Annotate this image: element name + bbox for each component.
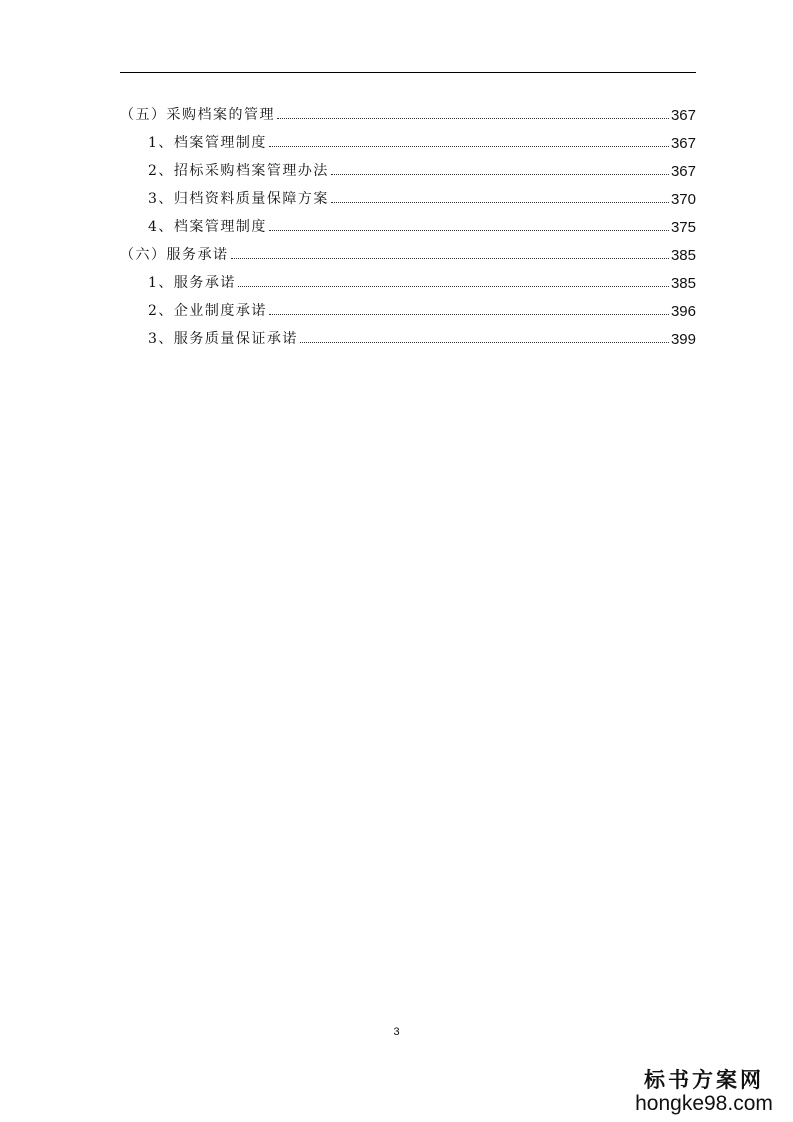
toc-entry-page: 385 xyxy=(670,247,696,264)
dot-leader xyxy=(231,258,669,259)
table-of-contents xyxy=(120,96,696,348)
toc-entry-page: 367 xyxy=(670,107,696,124)
dot-leader xyxy=(300,342,669,343)
toc-entry-page: 399 xyxy=(670,331,696,348)
toc-entry-page: 385 xyxy=(670,275,696,292)
toc-entry-label: （五）采购档案的管理 xyxy=(120,107,275,123)
toc-entry-label: 1、服务承诺 xyxy=(148,275,236,291)
dot-leader xyxy=(269,230,669,231)
toc-entry-section-5[interactable] xyxy=(120,96,696,124)
toc-entry-archive-quality-plan[interactable] xyxy=(120,180,696,208)
dot-leader xyxy=(269,146,669,147)
dot-leader xyxy=(331,174,669,175)
toc-entry-page: 367 xyxy=(670,163,696,180)
toc-entry-service-commitment[interactable] xyxy=(120,264,696,292)
dot-leader xyxy=(269,314,669,315)
toc-entry-label: 2、招标采购档案管理办法 xyxy=(148,163,329,179)
toc-entry-quality-commitment[interactable] xyxy=(120,320,696,348)
toc-entry-label: 3、服务质量保证承诺 xyxy=(148,331,298,347)
toc-entry-label: 2、企业制度承诺 xyxy=(148,303,267,319)
toc-entry-archive-system-2[interactable] xyxy=(120,208,696,236)
toc-entry-page: 370 xyxy=(670,191,696,208)
dot-leader xyxy=(238,286,669,287)
watermark-url: hongke98.com xyxy=(635,1092,773,1115)
toc-entry-page: 396 xyxy=(670,303,696,320)
toc-entry-enterprise-commitment[interactable] xyxy=(120,292,696,320)
page-number: 3 xyxy=(393,1026,400,1038)
toc-entry-label: 4、档案管理制度 xyxy=(148,219,267,235)
toc-entry-page: 367 xyxy=(670,135,696,152)
toc-entry-tender-archive-method[interactable] xyxy=(120,152,696,180)
toc-entry-label: 3、归档资料质量保障方案 xyxy=(148,191,329,207)
dot-leader xyxy=(277,118,669,119)
toc-entry-label: （六）服务承诺 xyxy=(120,247,229,263)
watermark-title: 标书方案网 xyxy=(644,1067,764,1092)
toc-entry-section-6[interactable] xyxy=(120,236,696,264)
toc-entry-page: 375 xyxy=(670,219,696,236)
dot-leader xyxy=(331,202,669,203)
watermark-logo xyxy=(629,1068,779,1116)
toc-entry-label: 1、档案管理制度 xyxy=(148,135,267,151)
header-rule xyxy=(120,72,696,73)
toc-entry-archive-system[interactable] xyxy=(120,124,696,152)
